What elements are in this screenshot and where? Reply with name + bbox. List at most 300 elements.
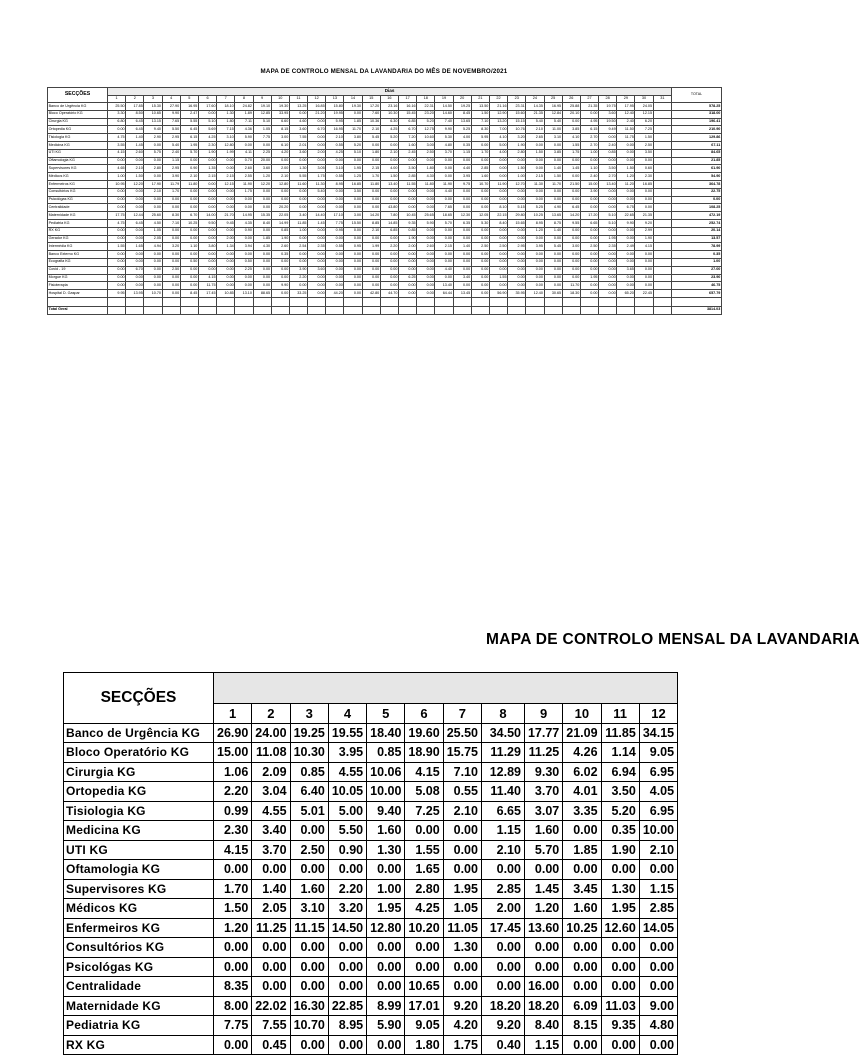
table-cell: 7.11: [235, 118, 253, 126]
table-cell: 4.10: [489, 134, 507, 142]
table-cell: 0.00: [162, 258, 180, 266]
table-cell: 0.00: [481, 938, 524, 958]
table-cell: 0.00: [471, 251, 489, 259]
table-cell: [653, 157, 671, 165]
table-cell: 0.00: [235, 141, 253, 149]
table-cell: 0.00: [417, 290, 435, 298]
table-cell: [653, 251, 671, 259]
table-cell: 0.00: [563, 938, 601, 958]
table-cell: 0.00: [544, 282, 562, 290]
table-cell: [653, 110, 671, 118]
table-cell: 19.75: [599, 103, 617, 111]
table-cell: 0.00: [635, 196, 653, 204]
row-label: Hospital D. Gaspar: [48, 290, 108, 298]
table-cell: 3.00: [562, 243, 580, 251]
table-cell: 25.65: [417, 212, 435, 220]
table-cell: 3.60: [289, 149, 307, 157]
table-row: [48, 180, 722, 188]
table-cell: 18.90: [405, 743, 443, 763]
table-cell: 2.50: [162, 266, 180, 274]
table-cell: 1.70: [214, 879, 252, 899]
table-cell: 11.80: [417, 180, 435, 188]
day-header: 23: [508, 96, 526, 103]
table-cell: 1.80: [405, 1035, 443, 1055]
table-cell: 0.00: [508, 258, 526, 266]
table-cell: 2.99: [635, 227, 653, 235]
table-cell: 0.00: [253, 227, 271, 235]
table-cell: 12.20: [126, 180, 144, 188]
table-cell: 0.00: [435, 274, 453, 282]
table-cell: 1.45: [524, 879, 562, 899]
table-cell: 0.00: [198, 110, 216, 118]
day-header: 6: [198, 96, 216, 103]
table-row: [64, 782, 678, 802]
day-header: 24: [526, 96, 544, 103]
table-cell: 5.90: [417, 219, 435, 227]
table-cell: 0.00: [162, 196, 180, 204]
table-cell: 0.00: [271, 157, 289, 165]
table-cell: 3.90: [162, 173, 180, 181]
table-cell: 2.30: [198, 141, 216, 149]
table-cell: 0.00: [471, 274, 489, 282]
row-label: Ecografia KG: [48, 258, 108, 266]
table-cell: 7.25: [635, 126, 653, 134]
table-cell: 0.00: [526, 188, 544, 196]
table-cell: 9.20: [443, 996, 481, 1016]
table-cell: 15.50: [344, 219, 362, 227]
table-cell: 0.00: [344, 157, 362, 165]
row-label: Centralidade: [64, 977, 214, 997]
table-cell: 2.05: [144, 235, 162, 243]
table-cell: 21.20: [308, 110, 326, 118]
table-cell: 2.00: [217, 235, 235, 243]
table-cell: 0.00: [489, 266, 507, 274]
table-cell: 11.05: [443, 918, 481, 938]
table-cell: 3.60: [253, 165, 271, 173]
table-cell: 0.00: [380, 188, 398, 196]
table-cell: 0.00: [399, 251, 417, 259]
day-header: 2: [126, 96, 144, 103]
table-cell: 2.60: [417, 243, 435, 251]
table-cell: 0.50: [180, 258, 198, 266]
row-label: Supervisores KG: [64, 879, 214, 899]
row-label: Centralidade: [48, 204, 108, 212]
table-cell: 12.85: [253, 110, 271, 118]
table-cell: 10.25: [526, 212, 544, 220]
table-cell: 0.00: [253, 282, 271, 290]
table-cell: 0.00: [435, 235, 453, 243]
table-cell: 4.80: [435, 141, 453, 149]
table-cell: 3.94: [235, 243, 253, 251]
day-header: 5: [180, 96, 198, 103]
table-cell: 1.55: [108, 243, 126, 251]
table-cell: 1.85: [344, 118, 362, 126]
table-cell: 4.35: [235, 219, 253, 227]
table-cell: 0.00: [380, 274, 398, 282]
table-cell: 2.10: [326, 134, 344, 142]
table-cell: 1.40: [544, 227, 562, 235]
table-cell: [653, 103, 671, 111]
row-label: Bloco Operatório KG: [48, 110, 108, 118]
table-cell: 0.00: [635, 274, 653, 282]
row-total: 108.25: [672, 204, 722, 212]
table-cell: 0.00: [308, 235, 326, 243]
table-cell: 3.50: [399, 165, 417, 173]
table-cell: 10.25: [180, 219, 198, 227]
table-cell: 15.45: [399, 110, 417, 118]
day-header: 7: [443, 704, 481, 724]
table-cell: [653, 180, 671, 188]
table-cell: [653, 118, 671, 126]
row-label: Consultórios KG: [48, 188, 108, 196]
table-cell: 12.44: [126, 212, 144, 220]
table-cell: 0.00: [544, 157, 562, 165]
table-cell: 12.40: [526, 290, 544, 298]
table-cell: [653, 235, 671, 243]
table-cell: 2.85: [471, 165, 489, 173]
table-cell: 0.00: [489, 188, 507, 196]
table-cell: 4.95: [580, 118, 598, 126]
table-cell: 17.10: [326, 212, 344, 220]
table-cell: 2.09: [252, 762, 290, 782]
table-cell: 0.00: [599, 227, 617, 235]
table-cell: 0.00: [126, 196, 144, 204]
table-cell: 22.05: [271, 212, 289, 220]
table-cell: 1.65: [405, 860, 443, 880]
table-cell: 6.45: [562, 204, 580, 212]
table-cell: 3.20: [508, 134, 526, 142]
row-label: Tisiologia KG: [64, 801, 214, 821]
table-cell: 3.20: [328, 899, 366, 919]
table-cell: 15.60: [508, 110, 526, 118]
table-cell: 17.01: [405, 996, 443, 1016]
header-seccoes: SECÇÕES: [64, 673, 214, 724]
table-cell: 5.45: [544, 243, 562, 251]
table-cell: 2.10: [362, 227, 380, 235]
table-cell: 4.25: [326, 149, 344, 157]
table-cell: 1.90: [601, 840, 639, 860]
table-cell: 0.00: [417, 227, 435, 235]
row-label: UTI KG: [64, 840, 214, 860]
table-cell: 2.30: [635, 173, 653, 181]
table-cell: 56.90: [489, 290, 507, 298]
table-cell: 0.00: [544, 274, 562, 282]
table-cell: 15.75: [443, 743, 481, 763]
table-cell: 1.90: [635, 235, 653, 243]
table-cell: 2.15: [435, 243, 453, 251]
table-row: [64, 860, 678, 880]
table-cell: 2.50: [635, 141, 653, 149]
table-cell: 0.00: [399, 290, 417, 298]
table-cell: 7.65: [435, 204, 453, 212]
table-cell: 0.00: [599, 274, 617, 282]
table-cell: 0.00: [308, 290, 326, 298]
table-cell: 0.00: [544, 188, 562, 196]
table-cell: 12.20: [253, 180, 271, 188]
table-cell: 6.65: [580, 219, 598, 227]
table-cell: 22.02: [252, 996, 290, 1016]
table-cell: 8.50: [126, 110, 144, 118]
table-cell: 0.00: [526, 258, 544, 266]
table-cell: 16.16: [399, 103, 417, 111]
table-cell: 2.60: [235, 165, 253, 173]
table-cell: 4.55: [252, 801, 290, 821]
table-cell: 8.40: [524, 1016, 562, 1036]
header-seccoes: SECÇÕES: [48, 88, 108, 103]
table-cell: 2.80: [508, 149, 526, 157]
table-cell: 44.70: [380, 290, 398, 298]
table-row: [64, 840, 678, 860]
table-cell: 12.30: [453, 212, 471, 220]
table-cell: 3.65: [617, 266, 635, 274]
table-cell: 0.00: [481, 957, 524, 977]
table-cell: 3.50: [599, 165, 617, 173]
table-cell: 0.00: [380, 258, 398, 266]
row-total: 54.90: [672, 173, 722, 181]
table-cell: 5.40: [526, 118, 544, 126]
table-cell: 7.75: [253, 134, 271, 142]
table-cell: 0.00: [253, 188, 271, 196]
table-cell: 1.95: [443, 879, 481, 899]
table-cell: 0.00: [362, 141, 380, 149]
table-cell: 0.00: [580, 204, 598, 212]
table-cell: 0.00: [367, 938, 405, 958]
table-cell: 2.00: [308, 149, 326, 157]
table-cell: 0.00: [308, 251, 326, 259]
table-cell: 0.00: [471, 282, 489, 290]
table-cell: 0.00: [217, 157, 235, 165]
row-label: Banco Externo KG: [48, 251, 108, 259]
table-cell: 10.30: [380, 110, 398, 118]
table-cell: 17.20: [580, 212, 598, 220]
table-row: [64, 1016, 678, 1036]
row-total: 20.14: [672, 227, 722, 235]
row-label: Maternidade KG: [48, 212, 108, 220]
table-cell: 0.00: [198, 258, 216, 266]
table-cell: 3.60: [599, 110, 617, 118]
table-cell: 0.00: [453, 227, 471, 235]
table-cell: 0.00: [508, 282, 526, 290]
table-cell: 11.85: [289, 219, 307, 227]
table-cell: 1.20: [253, 173, 271, 181]
table-cell: 1.50: [617, 165, 635, 173]
table-cell: 10.70: [290, 1016, 328, 1036]
table-cell: 0.00: [563, 957, 601, 977]
table-cell: 9.55: [562, 219, 580, 227]
table-cell: 20.20: [271, 204, 289, 212]
table-cell: 1.05: [443, 899, 481, 919]
table-cell: 13.10: [235, 290, 253, 298]
table-cell: 24.05: [635, 103, 653, 111]
table-row: [48, 149, 722, 157]
table-cell: 0.00: [289, 204, 307, 212]
table-cell: 8.95: [326, 180, 344, 188]
table-cell: 0.45: [252, 1035, 290, 1055]
table-cell: 0.00: [144, 157, 162, 165]
table-cell: 5.55: [180, 118, 198, 126]
table-cell: 34.15: [639, 723, 677, 743]
table-cell: 1.00: [108, 173, 126, 181]
table-cell: 0.00: [328, 957, 366, 977]
table-cell: 6.94: [601, 762, 639, 782]
table-cell: 2.20: [380, 243, 398, 251]
table-cell: 0.00: [235, 251, 253, 259]
table-row: [48, 134, 722, 142]
table-cell: 9.35: [601, 1016, 639, 1036]
table-cell: 0.00: [367, 1035, 405, 1055]
table-cell: 0.00: [362, 282, 380, 290]
table-cell: 0.00: [289, 235, 307, 243]
table-cell: 2.00: [481, 899, 524, 919]
table-cell: 11.25: [252, 918, 290, 938]
table-cell: 0.00: [453, 266, 471, 274]
table-cell: 0.00: [328, 1035, 366, 1055]
table-cell: 2.70: [599, 173, 617, 181]
table-cell: 13.50: [471, 103, 489, 111]
table-cell: 0.00: [253, 274, 271, 282]
table-cell: 14.00: [198, 212, 216, 220]
table-cell: 15.35: [253, 212, 271, 220]
table-cell: 0.00: [417, 251, 435, 259]
table-cell: 10.00: [367, 782, 405, 802]
table-row: [48, 204, 722, 212]
table-cell: 16.95: [180, 103, 198, 111]
table-cell: 21.09: [563, 723, 601, 743]
table-cell: 0.00: [635, 157, 653, 165]
table-cell: 0.00: [180, 204, 198, 212]
table-cell: 0.00: [489, 196, 507, 204]
table-cell: 1.15: [639, 879, 677, 899]
day-header: 21: [471, 96, 489, 103]
table-cell: 0.00: [290, 821, 328, 841]
row-total: 67.11: [672, 141, 722, 149]
table-cell: 8.35: [214, 977, 252, 997]
table-cell: 4.15: [635, 243, 653, 251]
table-cell: 11.79: [162, 180, 180, 188]
table-cell: 2.15: [526, 173, 544, 181]
table-cell: 5.70: [435, 219, 453, 227]
table-cell: 0.00: [344, 227, 362, 235]
table-cell: [653, 282, 671, 290]
table-cell: 0.00: [635, 266, 653, 274]
table-cell: 0.00: [289, 251, 307, 259]
table-cell: 1.50: [214, 899, 252, 919]
table-cell: 0.90: [328, 840, 366, 860]
table-cell: 1.40: [252, 879, 290, 899]
table-cell: 1.60: [290, 879, 328, 899]
table-cell: 0.00: [639, 1035, 677, 1055]
table-cell: 2.54: [289, 243, 307, 251]
table-row: [64, 957, 678, 977]
table-cell: 9.90: [617, 219, 635, 227]
table-cell: 14.20: [362, 212, 380, 220]
table-cell: 6.45: [126, 118, 144, 126]
table-cell: 10.70: [144, 290, 162, 298]
table-cell: 0.00: [289, 196, 307, 204]
table-cell: 17.60: [198, 103, 216, 111]
table-row: [48, 110, 722, 118]
table-cell: 1.65: [126, 243, 144, 251]
table-cell: [653, 219, 671, 227]
table-cell: 0.00: [344, 204, 362, 212]
table-cell: 7.55: [289, 134, 307, 142]
table-cell: 20.00: [253, 157, 271, 165]
table-cell: 0.00: [524, 860, 562, 880]
table-cell: 1.10: [580, 165, 598, 173]
table-cell: 0.00: [443, 821, 481, 841]
table-cell: 3.80: [198, 243, 216, 251]
table-cell: 13.40: [380, 180, 398, 188]
row-label: Enfermeiros KG: [64, 918, 214, 938]
table-cell: 0.00: [563, 860, 601, 880]
table-cell: 10.76: [508, 126, 526, 134]
day-header: 17: [399, 96, 417, 103]
table-cell: 3.95: [453, 173, 471, 181]
table-cell: 1.15: [453, 149, 471, 157]
day-header: 31: [653, 96, 671, 103]
row-total: 21.85: [672, 157, 722, 165]
table-cell: 11.50: [617, 126, 635, 134]
table-cell: 4.01: [563, 782, 601, 802]
table-cell: 0.00: [617, 141, 635, 149]
table-cell: 1.30: [289, 165, 307, 173]
table-cell: 0.00: [599, 251, 617, 259]
day-header: 11: [289, 96, 307, 103]
table-cell: 4.05: [639, 782, 677, 802]
table-cell: 2.10: [362, 126, 380, 134]
table-row: [48, 235, 722, 243]
table-cell: [653, 149, 671, 157]
table-cell: 0.00: [108, 258, 126, 266]
table-cell: 0.00: [453, 157, 471, 165]
table-cell: 2.15: [198, 173, 216, 181]
row-label: Bloco Operatório KG: [64, 743, 214, 763]
table-cell: 4.15: [214, 840, 252, 860]
table-cell: 0.00: [601, 977, 639, 997]
table-cell: 0.00: [126, 204, 144, 212]
table-cell: 2.00: [271, 165, 289, 173]
table-cell: 0.00: [563, 977, 601, 997]
table-cell: 0.00: [580, 110, 598, 118]
table-cell: 7.75: [214, 1016, 252, 1036]
table-cell: 1.80: [362, 149, 380, 157]
table-cell: 0.00: [405, 938, 443, 958]
table-cell: 0.00: [580, 157, 598, 165]
table-cell: 22.65: [617, 212, 635, 220]
table-cell: 0.00: [453, 235, 471, 243]
table-cell: 0.00: [126, 157, 144, 165]
table-cell: 3.35: [563, 801, 601, 821]
table-cell: 0.00: [471, 204, 489, 212]
table-row: [48, 141, 722, 149]
table-cell: 7.10: [471, 118, 489, 126]
table-cell: 6.15: [580, 126, 598, 134]
table-cell: 0.35: [601, 821, 639, 841]
table-cell: 11.85: [601, 723, 639, 743]
table-cell: 19.30: [344, 103, 362, 111]
table-cell: 9.49: [599, 126, 617, 134]
table-cell: 0.00: [481, 977, 524, 997]
table-row: [48, 243, 722, 251]
table-cell: 7.55: [252, 1016, 290, 1036]
table-cell: 0.00: [617, 274, 635, 282]
table-cell: 0.00: [526, 266, 544, 274]
table-cell: 2.70: [580, 134, 598, 142]
table-cell: 1.50: [635, 134, 653, 142]
table-cell: 0.00: [453, 196, 471, 204]
table-cell: 9.40: [144, 126, 162, 134]
table-cell: 0.00: [344, 251, 362, 259]
